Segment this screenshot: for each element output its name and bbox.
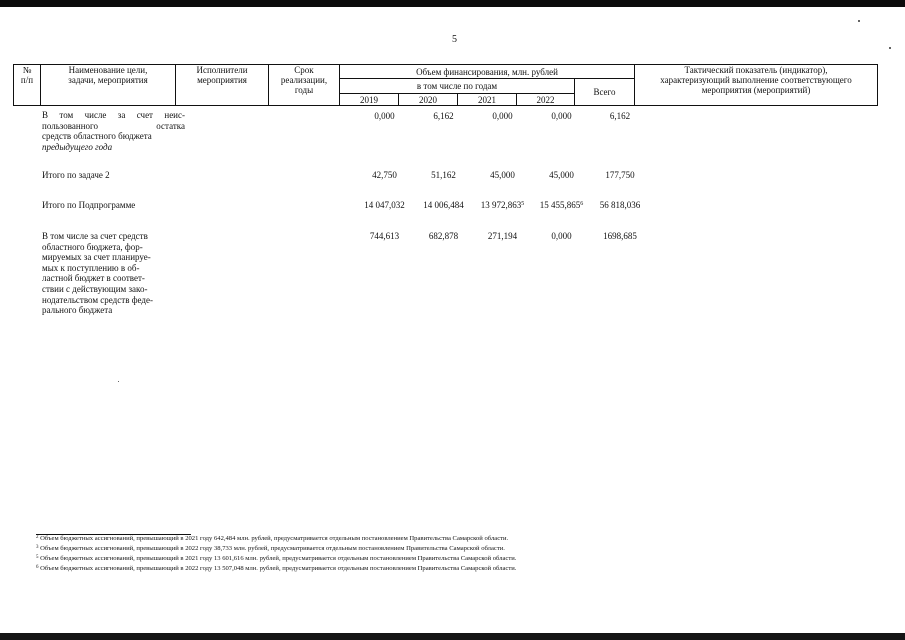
cell-total: 6,162: [609, 111, 631, 121]
row-label: Итого по задаче 2: [42, 170, 110, 180]
cell-2021: 45,000: [490, 170, 515, 180]
cell-2022: 15 455,865$^6$: [539, 200, 584, 210]
header-name: Наименование цели, задачи, мероприятия: [41, 65, 176, 106]
header-year: 2019: [340, 94, 399, 106]
header-year: 2022: [517, 94, 575, 106]
scan-bottom-border: [0, 633, 905, 640]
scan-speck: [858, 20, 860, 22]
cell-2021: 0,000: [492, 111, 513, 121]
footnote: $^6$ Объем бюджетных ассигнований, превышающий в 2022 году 13 507,048 млн. рублей, предусматривается отдельным постановлением Правительства Самарской области.: [36, 565, 517, 572]
cell-2022: 0,000: [551, 111, 572, 121]
cell-2019: 42,750: [372, 170, 397, 180]
header-financing: Объем финансирования, млн. рублей: [340, 65, 635, 79]
cell-total: 56 818,036: [599, 200, 641, 210]
cell-2020: 14 006,484: [423, 200, 464, 210]
scan-speck: [118, 381, 119, 382]
row-label: Итого по Подпрограмме: [42, 200, 136, 210]
cell-total: 177,750: [605, 170, 635, 180]
footnote: $^2$ Объем бюджетных ассигнований, превышающий в 2021 году 642,484 млн. рублей, предусматривается отдельным постановлением Правительства Самарской области.: [36, 535, 509, 542]
page-number: 5: [452, 34, 457, 45]
row-label-line: предыдущего года: [42, 141, 113, 152]
footnote-ref: 5: [521, 201, 525, 207]
cell-2022: 45,000: [549, 170, 574, 180]
row-label: [42, 110, 185, 152]
header-year: 2021: [458, 94, 517, 106]
header-year: 2020: [399, 94, 458, 106]
header-indicator: Тактический показатель (индикатор), характеризующий выполнение соответствующего мероприятия (мероприятий): [635, 65, 878, 106]
financing-table-header: [13, 64, 878, 106]
cell-2020: 682,878: [428, 231, 459, 241]
cell-2020: 51,162: [431, 170, 456, 180]
cell-2019: 14 047,032: [364, 200, 405, 210]
cell-2022: 0,000: [551, 231, 572, 241]
scan-speck: [889, 47, 891, 49]
row-label: В том числе за счет средств областного бюджета, фор- мируемых за счет планируе- мых к поступлению в об- ластной бюджет в соответ- ствии с действующим зако- нодательством средств феде- рального бюджета: [42, 231, 153, 316]
header-term: Срок реализации, годы: [269, 65, 340, 106]
row-label-line: пользованного остатка: [42, 120, 185, 131]
cell-2021: 13 972,863$^5$: [480, 200, 525, 210]
row-label-line: В том числе за счет неис-: [42, 110, 185, 120]
cell-2019: 0,000: [374, 111, 395, 121]
cell-2020: 6,162: [433, 111, 454, 121]
footnote: $^5$ Объем бюджетных ассигнований, превышающий в 2021 году 13 601,616 млн. рублей, предусматривается отдельным постановлением Правительства Самарской области.: [36, 555, 517, 562]
row-label-line: средств областного бюджета: [42, 131, 152, 142]
cell-2019: 744,613: [369, 231, 400, 241]
footnote-ref: 6: [580, 201, 584, 207]
scan-top-border: [0, 0, 905, 7]
cell-total: 1698,685: [603, 231, 637, 241]
cell-2021: 271,194: [487, 231, 518, 241]
header-executors: Исполнители мероприятия: [176, 65, 269, 106]
header-total: Всего: [575, 79, 635, 106]
footnote: $^3$ Объем бюджетных ассигнований, превышающий в 2022 году 38,733 млн. рублей, предусматривается отдельным постановлением Правительства Самарской области.: [36, 545, 505, 552]
header-num: № п/п: [14, 65, 41, 106]
header-by-years: в том числе по годам: [340, 79, 575, 94]
